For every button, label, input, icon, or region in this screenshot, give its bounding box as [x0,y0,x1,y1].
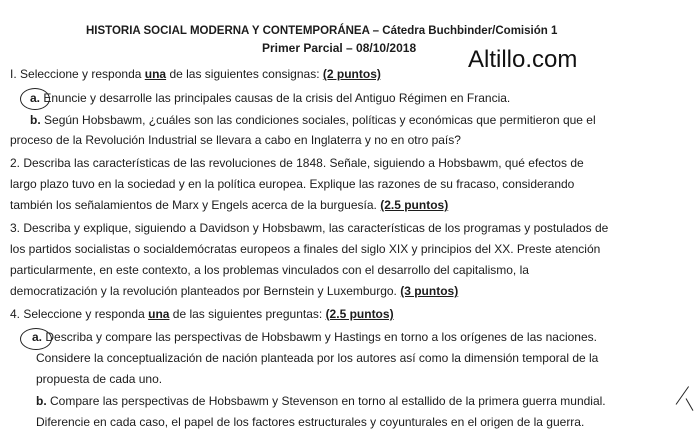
option-4a-line-1 [32,330,597,345]
option-4b-line-2: Diferencie en cada caso, el papel de los factores estructurales y coyunturales en el origen de la guerra. [36,415,585,429]
option-4a-text-1: Describa y compare las perspectivas de Hobsbawm y Hastings en torno a los orígenes de las naciones. [45,330,597,344]
section-1-number: I. [10,67,17,81]
option-1a-text: Enuncie y desarrolle las principales causas de la crisis del Antiguo Régimen en Francia. [43,91,511,105]
question-2-line-3 [10,198,448,213]
option-1b-line-1 [30,113,596,128]
watermark: Altillo.com [468,46,578,73]
section-4-post: de las siguientes preguntas: [169,307,326,321]
question-3-points: (3 puntos) [400,284,459,298]
option-1b-label: b. [30,113,41,127]
option-4a-line-2: Considere la conceptualización de nación planteada por los autores así como la dimensión temporal de la [36,351,599,365]
section-1-pre: Seleccione y responda [20,67,145,81]
section-4-points: (2.5 puntos) [325,307,394,321]
question-3-line-3: particularmente, en este contexto, a los problemas vinculados con el desarrollo del capitalismo, la [10,263,529,277]
section-1-post: de las siguientes consignas: [166,67,323,81]
section-1-heading [10,67,381,82]
section-4-number: 4. [10,307,21,321]
question-3-line-4 [10,284,458,299]
section-1-una: una [144,67,167,81]
option-1a-label: a. [30,91,41,105]
option-1a [30,91,510,106]
exam-subtitle: Primer Parcial – 08/10/2018 [262,41,417,55]
option-4a-label: a. [32,330,43,344]
option-4b-line-1 [36,394,606,409]
option-1b-text-1: Según Hobsbawm, ¿cuáles son las condiciones sociales, políticas y económicas que permitieron que el [44,113,596,127]
section-1-points: (2 puntos) [322,67,381,81]
exam-title: HISTORIA SOCIAL MODERNA Y CONTEMPORÁNEA – Cátedra Buchbinder/Comisión 1 [86,25,558,37]
handwritten-pen-stroke [686,398,694,411]
section-4-una: una [148,307,170,321]
option-4b-text-1: Compare las perspectivas de Hobsbawm y Stevenson en torno al estallido de la primera guerra mundial. [50,394,606,408]
question-2-points: (2.5 puntos) [380,198,449,212]
question-3-line-1: 3. Describa y explique, siguiendo a Davidson y Hobsbawm, las características de los programas y postulados de [10,221,609,235]
question-2-text-3: también los señalamientos de Marx y Engels acerca de la burguesía. [10,198,381,212]
question-2-line-2: largo plazo tuvo en la sociedad y en la política europea. Explique las razones de su fracaso, considerando [10,177,575,191]
option-1b-line-2: proceso de la Revolución Industrial se llevara a cabo en Inglaterra y no en otro país? [10,133,461,147]
section-4-heading [10,307,394,322]
option-4b-label: b. [36,394,47,408]
question-3-text-4: democratización y la revolución planteados por Bernstein y Luxemburgo. [10,284,401,298]
question-3-line-2: los partidos socialistas o socialdemócratas europeos a finales del siglo XIX y principios del XX. Preste atención [10,242,601,256]
option-4a-line-3: propuesta de cada uno. [36,372,163,386]
question-2-line-1: 2. Describa las características de las revoluciones de 1848. Señale, siguiendo a Hobsbawm, qué efectos de [10,156,584,170]
section-4-pre: Seleccione y responda [23,307,149,321]
